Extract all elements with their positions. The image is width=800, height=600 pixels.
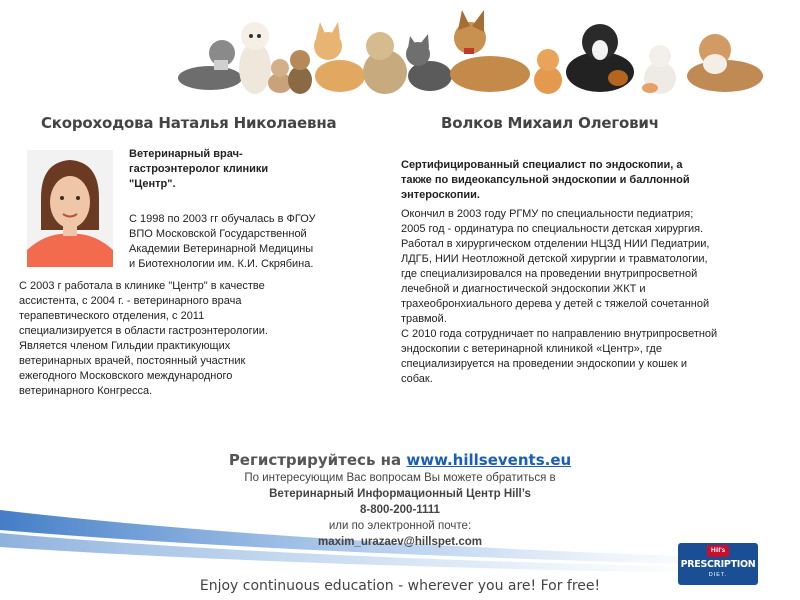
text-line: "Центр". <box>129 178 176 190</box>
logo-line1: PRESCRIPTION <box>680 559 756 570</box>
register-prefix: Регистрируйтесь на <box>228 451 402 469</box>
text-line: специализируется в области гастроэнтерологии. <box>19 325 268 337</box>
dog-small-icon <box>268 59 292 93</box>
text-line: Академии Ветеринарной Медицины <box>129 243 314 255</box>
left-speaker-title <box>129 147 299 192</box>
info-center-name: Ветеринарный Информационный Центр Hill’s <box>269 488 531 500</box>
right-speaker-bio <box>401 207 791 387</box>
text-line: Окончил в 2003 году РГМУ по специальности педиатрия; <box>401 208 694 220</box>
text-line: ассистента, с 2004 г. - ветеринарного врача <box>19 295 242 307</box>
speaker-name-left: Скороходова Наталья Николаевна <box>41 114 337 132</box>
phone-number: 8-800-200-1111 <box>360 504 440 516</box>
text-line: трахеобронхиального дерева у детей с тяжелой сочетанной <box>401 298 710 310</box>
text-line: Сертифицированный специалист по эндоскопии, а <box>401 159 683 171</box>
cat-tabby-icon <box>406 34 452 91</box>
left-speaker-education <box>129 212 359 272</box>
text-line: эндоскопии с ветеринарной клиникой «Центр», где <box>401 343 662 355</box>
text-line: ЛДГБ, НИИ Неотложной детской хирургии и травматологии, <box>401 253 708 265</box>
register-line <box>0 451 800 469</box>
text-line: ВПО Московской Государственной <box>129 228 307 240</box>
register-link[interactable]: www.hillsevents.eu <box>406 451 572 469</box>
text-line: С 1998 по 2003 гг обучалась в ФГОУ <box>129 213 316 225</box>
text-line: ветеринарных врачей, постоянный участник <box>19 355 246 367</box>
text-line: энтероскопии. <box>401 189 480 201</box>
dog-bernese-icon <box>566 24 634 92</box>
text-line: ветеринарного Конгресса. <box>19 385 153 397</box>
pets-banner-image <box>170 8 780 100</box>
email-prompt: или по электронной почте: <box>328 520 472 532</box>
text-line: и Биотехнологии им. К.И. Скрябина. <box>129 258 314 270</box>
dog-collie-icon <box>687 34 763 92</box>
text-line: С 2010 года сотрудничает по направлению внутрипросветной <box>401 328 718 340</box>
text-line: ежегодного Московского международного <box>19 370 233 382</box>
cat-kitten-icon <box>534 49 562 94</box>
speaker-name-right: Волков Михаил Олегович <box>441 114 659 132</box>
text-line: Ветеринарный врач- <box>129 148 243 160</box>
speaker-photo-left <box>27 150 113 267</box>
tagline: Enjoy continuous education - wherever you are! For free! <box>199 578 601 594</box>
dog-shepherd-icon <box>450 10 530 92</box>
text-line: 2005 год - ординатура по специальности детская хирургия. <box>401 223 704 235</box>
cat-ginger-icon <box>314 22 365 92</box>
text-line: Является членом Гильдии практикующих <box>19 340 231 352</box>
text-line: также по видеокапсульной эндоскопии и баллонной <box>401 174 690 186</box>
contact-question: По интересующим Вас вопросам Вы можете обратиться в <box>244 472 556 484</box>
text-line: Работал в хирургическом отделении НЦЗД НИИ Педиатрии, <box>401 238 710 250</box>
text-line: травмой. <box>401 313 447 325</box>
logo-line2: DIET. <box>708 572 728 578</box>
text-line: собак. <box>401 373 433 385</box>
dog-maltese-icon <box>239 22 271 94</box>
hills-badge: Hill's <box>707 545 729 557</box>
cat-white-icon <box>642 45 676 94</box>
text-line: С 2003 г работала в клинике "Центр" в качестве <box>19 280 265 292</box>
dog-yorkie-icon <box>288 50 312 94</box>
text-line: лечебной и диагностической эндоскопии ЖКТ и <box>401 283 646 295</box>
dog-schnauzer-icon <box>178 40 242 90</box>
left-speaker-bio <box>19 279 359 399</box>
text-line: гастроэнтеролог клиники <box>129 163 269 175</box>
dog-terrier-icon <box>363 32 407 94</box>
text-line: терапевтического отделения, с 2011 <box>19 310 205 322</box>
text-line: где специализировался на проведении внутрипросветной <box>401 268 698 280</box>
right-speaker-title <box>401 158 786 203</box>
text-line: специализируется на проведении эндоскопии у кошек и <box>401 358 688 370</box>
contact-email[interactable]: maxim_urazaev@hillspet.com <box>318 536 482 548</box>
